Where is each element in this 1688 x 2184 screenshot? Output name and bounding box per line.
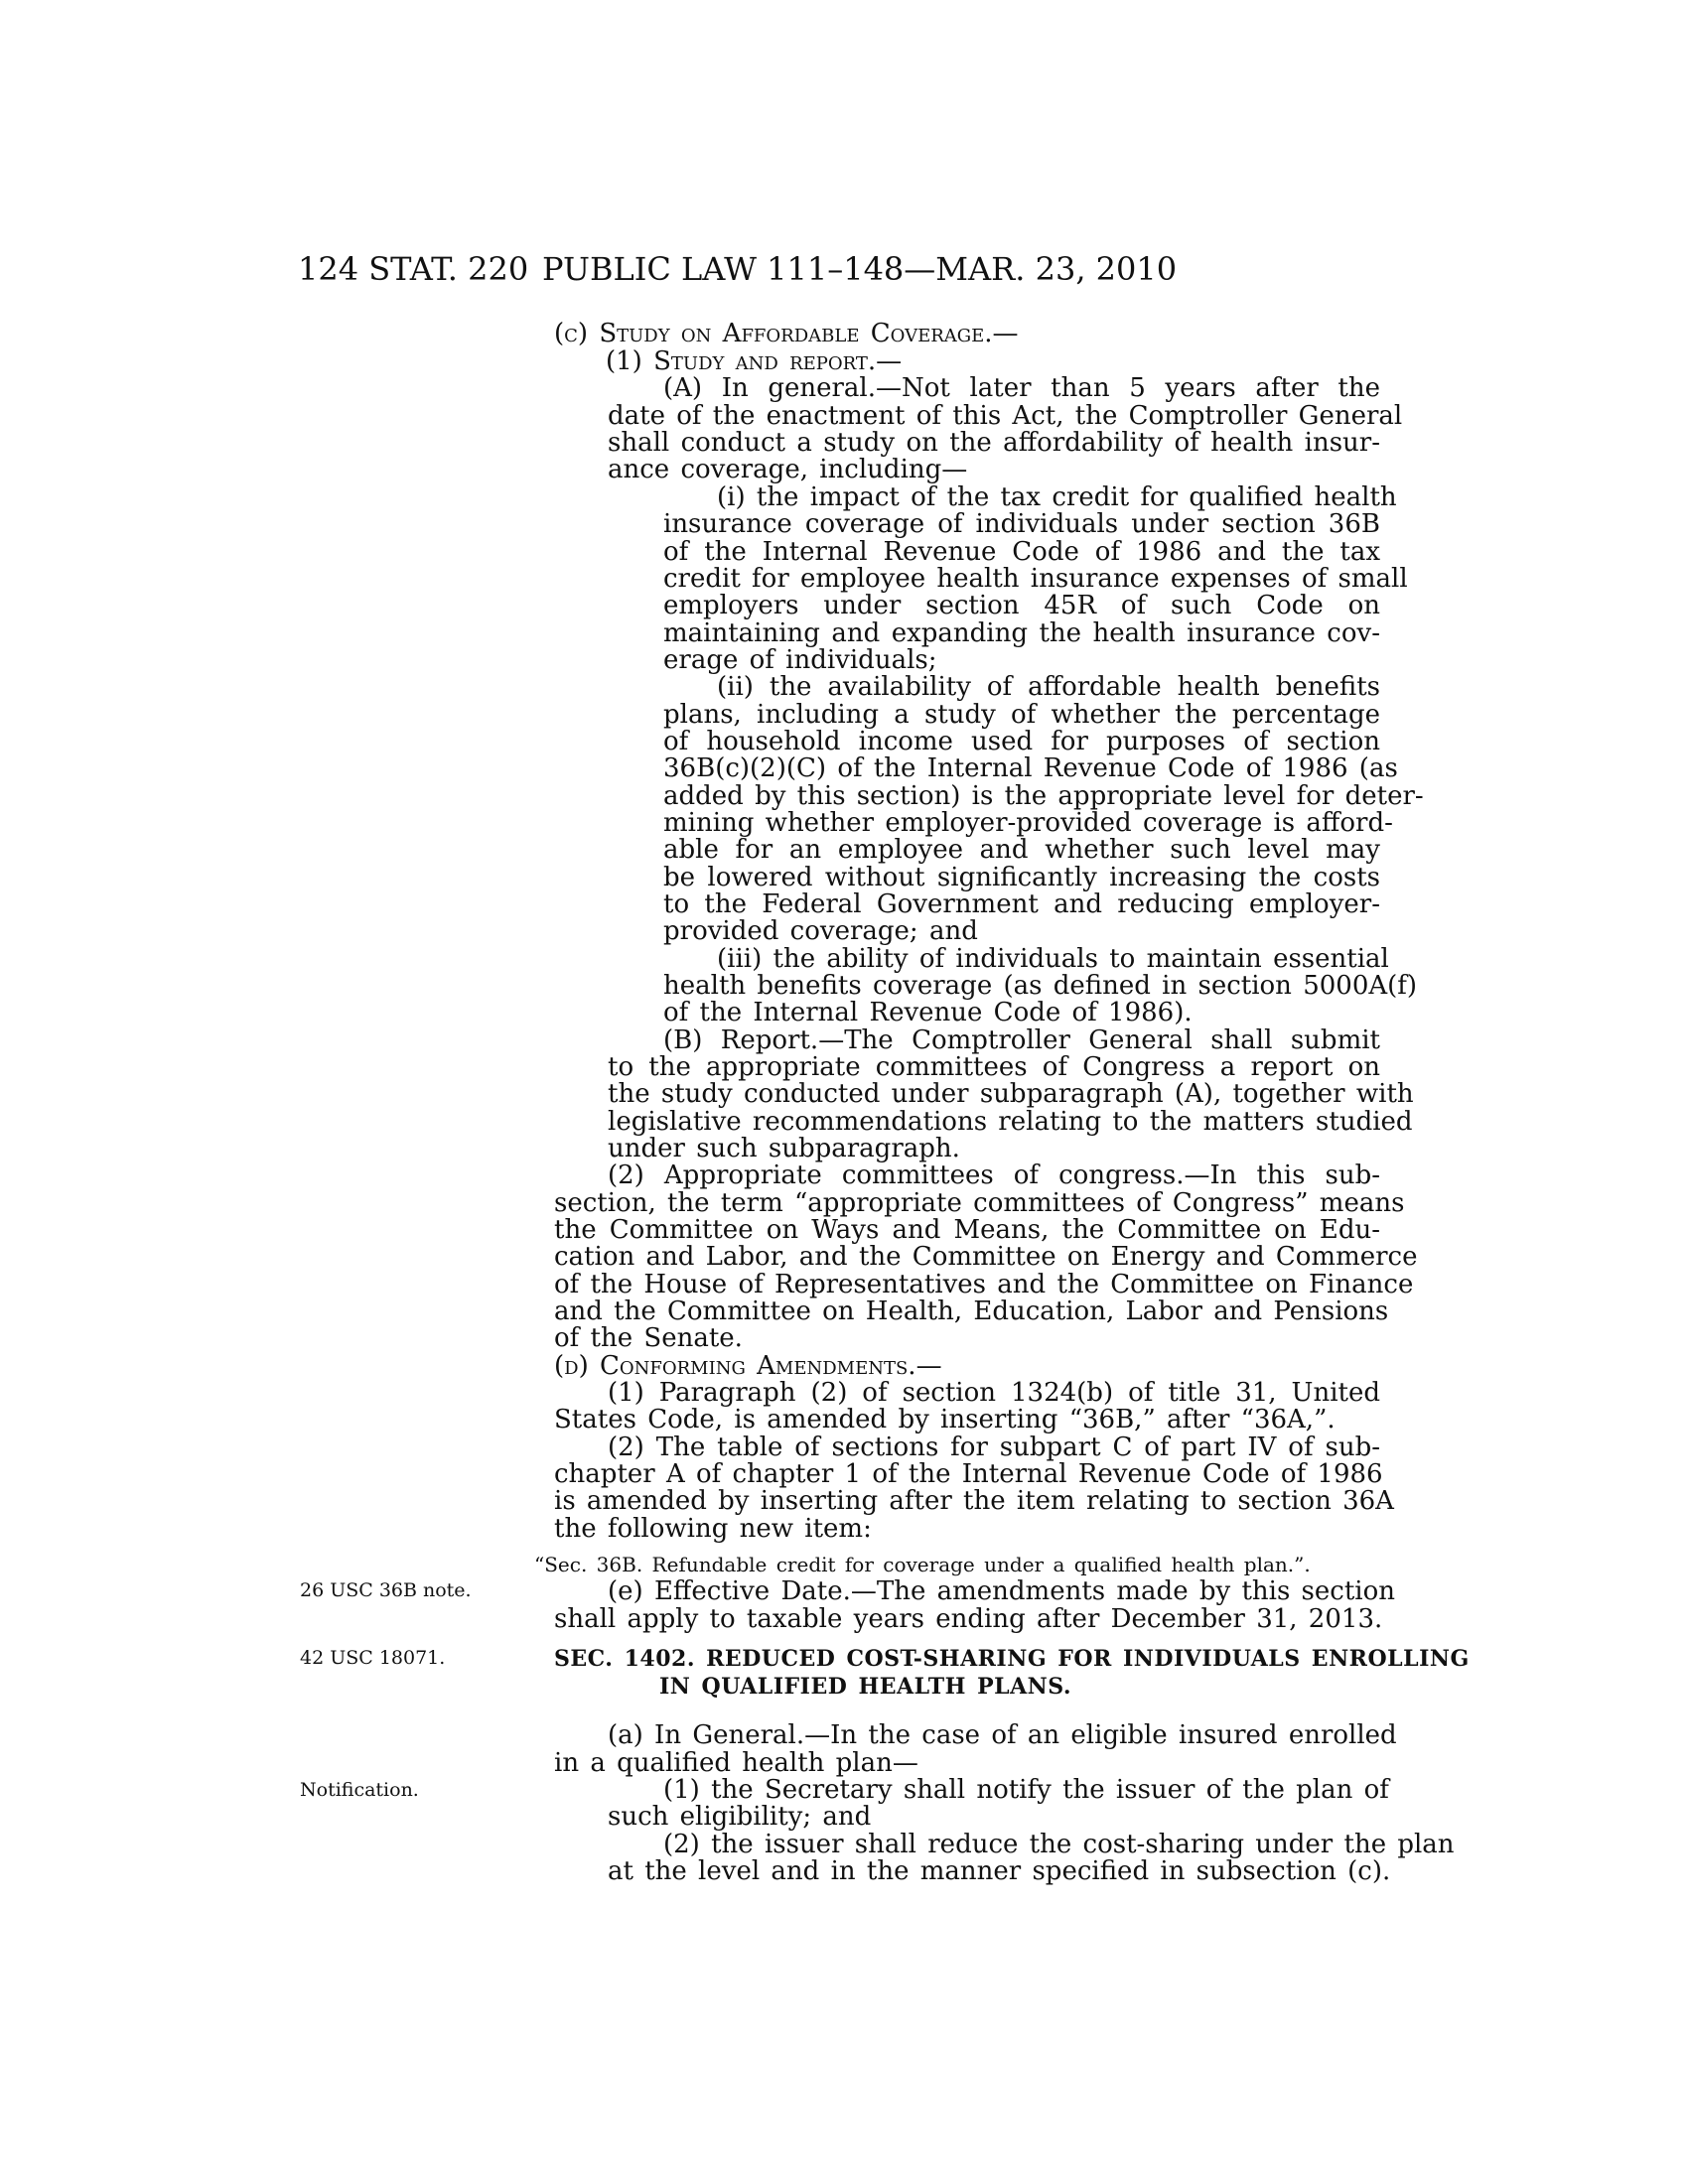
text-line: (1) Paragraph (2) of section 1324(b) of title 31, United — [608, 1378, 1380, 1408]
text-line: at the level and in the manner specified in subsection (c). — [608, 1856, 1391, 1886]
text-line: 36B(c)(2)(C) of the Internal Revenue Code of 1986 (as — [663, 753, 1398, 783]
margin-note-usc-18071: 42 USC 18071. — [300, 1647, 446, 1669]
text-line: (A) In general.—Not later than 5 years after the — [663, 373, 1380, 403]
text-line: credit for employee health insurance expenses of small — [663, 564, 1408, 594]
text-line: chapter A of chapter 1 of the Internal Revenue Code of 1986 — [554, 1459, 1383, 1489]
subsection-a-line: (a) In General.—In the case of an eligible insured enrolled — [608, 1720, 1397, 1750]
section-1402-heading: SEC. 1402. REDUCED COST-SHARING FOR INDIVIDUALS ENROLLING — [554, 1646, 1470, 1672]
text-line: of the House of Representatives and the Committee on Finance — [554, 1270, 1414, 1299]
statute-page-number: 124 STAT. 220 — [298, 250, 529, 288]
paragraph-2-line: (2) Appropriate committees of congress.—In this sub- — [608, 1160, 1380, 1190]
text-line: in a qualified health plan— — [554, 1748, 918, 1778]
text-line: shall apply to taxable years ending after December 31, 2013. — [554, 1604, 1383, 1634]
subparagraph-b-line: (B) Report.—The Comptroller General shall submit — [663, 1025, 1380, 1055]
margin-note-notification: Notification. — [300, 1779, 419, 1801]
text-line: erage of individuals; — [663, 645, 937, 675]
paragraph-1-heading: (1) Study and report.— — [606, 346, 903, 376]
text-line: date of the enactment of this Act, the Comptroller General — [608, 401, 1403, 431]
text-line: to the appropriate committees of Congress a report on — [608, 1052, 1380, 1082]
text-line: be lowered without significantly increasing the costs — [663, 863, 1380, 892]
text-line: maintaining and expanding the health insurance cov- — [663, 618, 1380, 648]
clause-i-line: (i) the impact of the tax credit for qualified health — [717, 482, 1397, 512]
clause-ii-line: (ii) the availability of affordable health benefits — [717, 672, 1380, 702]
text-line: of the Senate. — [554, 1323, 743, 1353]
section-1402-heading-cont: IN QUALIFIED HEALTH PLANS. — [659, 1674, 1072, 1700]
text-line: the study conducted under subparagraph (A), together with — [608, 1079, 1414, 1109]
text-line: section, the term “appropriate committees of Congress” means — [554, 1188, 1405, 1218]
text-line: able for an employee and whether such level may — [663, 835, 1380, 865]
subsection-c-heading: (c) Study on Affordable Coverage.— — [554, 319, 1019, 348]
text-line: cation and Labor, and the Committee on Energy and Commerce — [554, 1242, 1418, 1272]
text-line: mining whether employer-provided coverage is afford- — [663, 808, 1393, 838]
table-item-text: “Sec. 36B. Refundable credit for coverage under a qualified health plan.”. — [534, 1553, 1311, 1576]
text-line: (1) the Secretary shall notify the issuer of the plan of — [663, 1775, 1389, 1805]
text-line: provided coverage; and — [663, 916, 978, 946]
text-line: is amended by inserting after the item relating to section 36A — [554, 1486, 1394, 1516]
text-line: legislative recommendations relating to the matters studied — [608, 1107, 1413, 1137]
text-line: the Committee on Ways and Means, the Committee on Edu- — [554, 1215, 1380, 1245]
text-line: under such subparagraph. — [608, 1134, 960, 1163]
public-law-header: PUBLIC LAW 111–148—MAR. 23, 2010 — [542, 250, 1178, 288]
text-line: to the Federal Government and reducing employer- — [663, 889, 1380, 919]
text-line: added by this section) is the appropriate level for deter- — [663, 781, 1424, 811]
text-line: insurance coverage of individuals under section 36B — [663, 509, 1380, 539]
text-line: employers under section 45R of such Code on — [663, 591, 1380, 620]
subsection-d-heading: (d) Conforming Amendments.— — [554, 1351, 942, 1381]
text-line: the following new item: — [554, 1514, 872, 1544]
subsection-e-line: (e) Effective Date.—The amendments made by this section — [608, 1576, 1396, 1606]
text-line: health benefits coverage (as defined in section 5000A(f) — [663, 971, 1418, 1001]
text-line: (2) The table of sections for subpart C of part IV of sub- — [608, 1433, 1380, 1462]
text-line: of the Internal Revenue Code of 1986 and the tax — [663, 537, 1380, 567]
text-line: (2) the issuer shall reduce the cost-sharing under the plan — [663, 1830, 1455, 1859]
text-line: plans, including a study of whether the percentage — [663, 700, 1380, 730]
text-line: such eligibility; and — [608, 1802, 872, 1832]
clause-iii-line: (iii) the ability of individuals to maintain essential — [717, 944, 1389, 974]
text-line: States Code, is amended by inserting “36B,” after “36A,”. — [554, 1405, 1336, 1434]
text-line: shall conduct a study on the affordability of health insur- — [608, 428, 1380, 458]
text-line: of household income used for purposes of section — [663, 727, 1380, 756]
text-line: of the Internal Revenue Code of 1986). — [663, 998, 1193, 1027]
margin-note-usc-36b: 26 USC 36B note. — [300, 1579, 472, 1601]
text-line: ance coverage, including— — [608, 455, 968, 484]
text-line: and the Committee on Health, Education, Labor and Pensions — [554, 1297, 1389, 1326]
